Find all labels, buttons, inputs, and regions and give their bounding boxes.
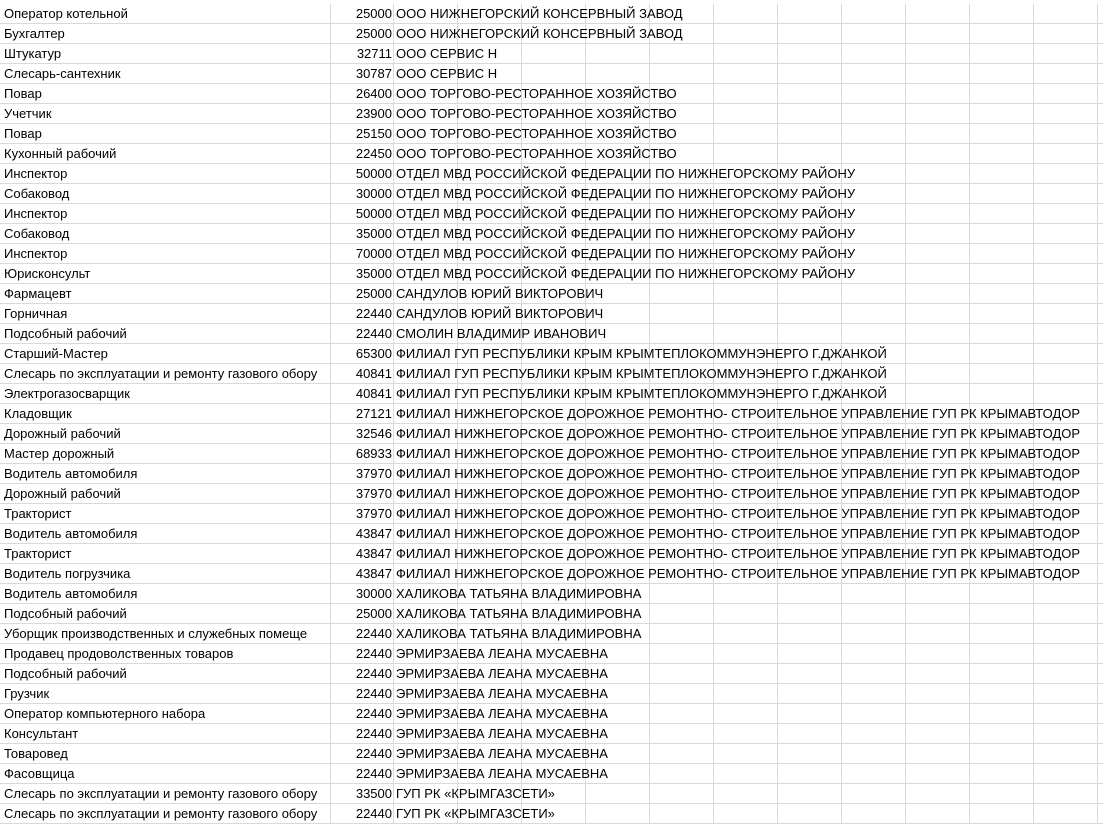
table-row	[0, 464, 1103, 484]
employer-text: ЭРМИРЗАЕВА ЛЕАНА МУСАЕВНА	[396, 646, 608, 661]
position-cell[interactable]: Слесарь по эксплуатации и ремонту газового обору	[0, 804, 331, 824]
employer-text: ОТДЕЛ МВД РОССИЙСКОЙ ФЕДЕРАЦИИ ПО НИЖНЕГОРСКОМУ РАЙОНУ	[396, 166, 856, 181]
employer-text: ХАЛИКОВА ТАТЬЯНА ВЛАДИМИРОВНА	[396, 626, 642, 641]
salary-cell[interactable]: 35000	[331, 224, 394, 244]
salary-cell[interactable]: 35000	[331, 264, 394, 284]
employer-cell[interactable]	[394, 104, 1103, 124]
table-row	[0, 204, 1103, 224]
table-row	[0, 44, 1103, 64]
employer-cell[interactable]	[394, 784, 1103, 804]
salary-cell[interactable]: 30787	[331, 64, 394, 84]
salary-cell[interactable]: 30000	[331, 584, 394, 604]
employer-cell[interactable]	[394, 744, 1103, 764]
employer-cell[interactable]	[394, 364, 1103, 384]
salary-cell[interactable]: 22440	[331, 724, 394, 744]
employer-cell[interactable]	[394, 764, 1103, 784]
employer-text: ГУП РК «КРЫМГАЗСЕТИ»	[396, 786, 555, 801]
position-cell[interactable]: Уборщик производственных и служебных помеще	[0, 624, 331, 644]
employer-cell[interactable]	[394, 424, 1103, 444]
employer-cell[interactable]	[394, 684, 1103, 704]
salary-cell[interactable]: 25000	[331, 284, 394, 304]
position-cell[interactable]: Слесарь по эксплуатации и ремонту газового обору	[0, 784, 331, 804]
employer-cell[interactable]	[394, 224, 1103, 244]
spreadsheet-grid	[0, 4, 1103, 824]
employer-text: ОТДЕЛ МВД РОССИЙСКОЙ ФЕДЕРАЦИИ ПО НИЖНЕГОРСКОМУ РАЙОНУ	[396, 266, 856, 281]
employer-text: САНДУЛОВ ЮРИЙ ВИКТОРОВИЧ	[396, 286, 604, 301]
employer-text: ОТДЕЛ МВД РОССИЙСКОЙ ФЕДЕРАЦИИ ПО НИЖНЕГОРСКОМУ РАЙОНУ	[396, 226, 856, 241]
table-row	[0, 664, 1103, 684]
salary-cell[interactable]: 22440	[331, 644, 394, 664]
position-cell[interactable]: Повар	[0, 84, 331, 104]
table-row	[0, 384, 1103, 404]
salary-cell[interactable]: 33500	[331, 784, 394, 804]
employer-cell[interactable]	[394, 504, 1103, 524]
employer-text: ФИЛИАЛ НИЖНЕГОРСКОЕ ДОРОЖНОЕ РЕМОНТНО- СТРОИТЕЛЬНОЕ УПРАВЛЕНИЕ ГУП РК КРЫМАВТОДОР	[396, 406, 1081, 421]
position-cell[interactable]: Инспектор	[0, 204, 331, 224]
table-row	[0, 184, 1103, 204]
table-row	[0, 644, 1103, 664]
position-cell[interactable]: Горничная	[0, 304, 331, 324]
salary-cell[interactable]: 25000	[331, 24, 394, 44]
employer-text: ФИЛИАЛ ГУП РЕСПУБЛИКИ КРЫМ КРЫМТЕПЛОКОММУНЭНЕРГО Г.ДЖАНКОЙ	[396, 386, 887, 401]
salary-cell[interactable]: 32711	[331, 44, 394, 64]
position-cell[interactable]: Дорожный рабочий	[0, 424, 331, 444]
employer-cell[interactable]	[394, 404, 1103, 424]
salary-cell[interactable]: 43847	[331, 524, 394, 544]
salary-cell[interactable]: 25000	[331, 4, 394, 24]
salary-cell[interactable]: 22440	[331, 804, 394, 824]
employer-cell[interactable]	[394, 644, 1103, 664]
employer-cell[interactable]	[394, 704, 1103, 724]
salary-cell[interactable]: 40841	[331, 364, 394, 384]
table-row	[0, 544, 1103, 564]
employer-cell[interactable]	[394, 304, 1103, 324]
table-row	[0, 104, 1103, 124]
employer-cell[interactable]	[394, 344, 1103, 364]
position-cell[interactable]: Грузчик	[0, 684, 331, 704]
salary-cell[interactable]: 22440	[331, 664, 394, 684]
salary-cell[interactable]: 43847	[331, 564, 394, 584]
position-cell[interactable]: Собаковод	[0, 224, 331, 244]
position-cell[interactable]: Мастер дорожный	[0, 444, 331, 464]
table-row	[0, 304, 1103, 324]
employer-cell[interactable]	[394, 804, 1103, 824]
position-cell[interactable]: Подсобный рабочий	[0, 604, 331, 624]
table-row	[0, 524, 1103, 544]
salary-cell[interactable]: 22440	[331, 764, 394, 784]
employer-text: ФИЛИАЛ НИЖНЕГОРСКОЕ ДОРОЖНОЕ РЕМОНТНО- СТРОИТЕЛЬНОЕ УПРАВЛЕНИЕ ГУП РК КРЫМАВТОДОР	[396, 426, 1081, 441]
employer-text: ООО СЕРВИС Н	[396, 46, 498, 61]
salary-cell[interactable]: 22440	[331, 304, 394, 324]
table-row	[0, 164, 1103, 184]
position-cell[interactable]: Водитель автомобиля	[0, 464, 331, 484]
position-cell[interactable]: Фасовщица	[0, 764, 331, 784]
table-row	[0, 404, 1103, 424]
salary-cell[interactable]: 25150	[331, 124, 394, 144]
salary-cell[interactable]: 43847	[331, 544, 394, 564]
employer-cell[interactable]	[394, 584, 1103, 604]
employer-text: ЭРМИРЗАЕВА ЛЕАНА МУСАЕВНА	[396, 766, 608, 781]
position-cell[interactable]: Собаковод	[0, 184, 331, 204]
position-cell[interactable]: Фармацевт	[0, 284, 331, 304]
salary-cell[interactable]: 22440	[331, 624, 394, 644]
table-row	[0, 144, 1103, 164]
table-row	[0, 324, 1103, 344]
employer-text: ОТДЕЛ МВД РОССИЙСКОЙ ФЕДЕРАЦИИ ПО НИЖНЕГОРСКОМУ РАЙОНУ	[396, 206, 856, 221]
salary-cell[interactable]: 37970	[331, 504, 394, 524]
table-row	[0, 564, 1103, 584]
table-row	[0, 504, 1103, 524]
table-row	[0, 4, 1103, 24]
position-cell[interactable]: Подсобный рабочий	[0, 324, 331, 344]
salary-cell[interactable]: 22440	[331, 684, 394, 704]
salary-cell[interactable]: 22440	[331, 744, 394, 764]
position-cell[interactable]: Водитель погрузчика	[0, 564, 331, 584]
employer-text: ЭРМИРЗАЕВА ЛЕАНА МУСАЕВНА	[396, 686, 608, 701]
employer-text: ФИЛИАЛ НИЖНЕГОРСКОЕ ДОРОЖНОЕ РЕМОНТНО- СТРОИТЕЛЬНОЕ УПРАВЛЕНИЕ ГУП РК КРЫМАВТОДОР	[396, 566, 1081, 581]
employer-text: ООО НИЖНЕГОРСКИЙ КОНСЕРВНЫЙ ЗАВОД	[396, 26, 683, 41]
employer-cell[interactable]	[394, 284, 1103, 304]
salary-cell[interactable]: 22440	[331, 704, 394, 724]
employer-cell[interactable]	[394, 464, 1103, 484]
table-row	[0, 364, 1103, 384]
employer-text: ЭРМИРЗАЕВА ЛЕАНА МУСАЕВНА	[396, 666, 608, 681]
position-cell[interactable]: Повар	[0, 124, 331, 144]
employer-cell[interactable]	[394, 524, 1103, 544]
employer-text: ООО ТОРГОВО-РЕСТОРАННОЕ ХОЗЯЙСТВО	[396, 146, 677, 161]
position-cell[interactable]: Водитель автомобиля	[0, 524, 331, 544]
employer-cell[interactable]	[394, 184, 1103, 204]
employer-text: ГУП РК «КРЫМГАЗСЕТИ»	[396, 806, 555, 821]
employer-cell[interactable]	[394, 444, 1103, 464]
employer-cell[interactable]	[394, 384, 1103, 404]
position-cell[interactable]: Электрогазосварщик	[0, 384, 331, 404]
position-cell[interactable]: Слесарь-сантехник	[0, 64, 331, 84]
table-row	[0, 64, 1103, 84]
employer-cell[interactable]	[394, 24, 1103, 44]
salary-cell[interactable]: 70000	[331, 244, 394, 264]
employer-cell[interactable]	[394, 484, 1103, 504]
salary-cell[interactable]: 30000	[331, 184, 394, 204]
table-row	[0, 124, 1103, 144]
employer-text: ФИЛИАЛ НИЖНЕГОРСКОЕ ДОРОЖНОЕ РЕМОНТНО- СТРОИТЕЛЬНОЕ УПРАВЛЕНИЕ ГУП РК КРЫМАВТОДОР	[396, 506, 1081, 521]
table-row	[0, 624, 1103, 644]
position-cell[interactable]: Инспектор	[0, 244, 331, 264]
position-cell[interactable]: Старший-Мастер	[0, 344, 331, 364]
employer-cell[interactable]	[394, 324, 1103, 344]
employer-text: ЭРМИРЗАЕВА ЛЕАНА МУСАЕВНА	[396, 706, 608, 721]
employer-text: ФИЛИАЛ НИЖНЕГОРСКОЕ ДОРОЖНОЕ РЕМОНТНО- СТРОИТЕЛЬНОЕ УПРАВЛЕНИЕ ГУП РК КРЫМАВТОДОР	[396, 486, 1081, 501]
employer-cell[interactable]	[394, 164, 1103, 184]
employer-cell[interactable]	[394, 264, 1103, 284]
employer-cell[interactable]	[394, 64, 1103, 84]
employer-text: ФИЛИАЛ ГУП РЕСПУБЛИКИ КРЫМ КРЫМТЕПЛОКОММУНЭНЕРГО Г.ДЖАНКОЙ	[396, 346, 887, 361]
table-row	[0, 484, 1103, 504]
employer-text: ХАЛИКОВА ТАТЬЯНА ВЛАДИМИРОВНА	[396, 586, 642, 601]
salary-cell[interactable]: 25000	[331, 604, 394, 624]
table-row	[0, 224, 1103, 244]
table-row	[0, 264, 1103, 284]
employer-cell[interactable]	[394, 664, 1103, 684]
employer-text: ООО ТОРГОВО-РЕСТОРАННОЕ ХОЗЯЙСТВО	[396, 106, 677, 121]
employer-cell[interactable]	[394, 44, 1103, 64]
salary-cell[interactable]: 65300	[331, 344, 394, 364]
salary-cell[interactable]: 68933	[331, 444, 394, 464]
table-row	[0, 24, 1103, 44]
employer-text: ФИЛИАЛ ГУП РЕСПУБЛИКИ КРЫМ КРЫМТЕПЛОКОММУНЭНЕРГО Г.ДЖАНКОЙ	[396, 366, 887, 381]
table-row	[0, 244, 1103, 264]
salary-cell[interactable]: 50000	[331, 164, 394, 184]
table-row	[0, 784, 1103, 804]
employer-cell[interactable]	[394, 564, 1103, 584]
salary-cell[interactable]: 22440	[331, 324, 394, 344]
table-row	[0, 444, 1103, 464]
table-row	[0, 344, 1103, 364]
employer-text: ООО СЕРВИС Н	[396, 66, 498, 81]
position-cell[interactable]: Слесарь по эксплуатации и ремонту газового обору	[0, 364, 331, 384]
position-cell[interactable]: Консультант	[0, 724, 331, 744]
employer-text: ФИЛИАЛ НИЖНЕГОРСКОЕ ДОРОЖНОЕ РЕМОНТНО- СТРОИТЕЛЬНОЕ УПРАВЛЕНИЕ ГУП РК КРЫМАВТОДОР	[396, 446, 1081, 461]
position-cell[interactable]: Инспектор	[0, 164, 331, 184]
table-row	[0, 284, 1103, 304]
salary-cell[interactable]: 40841	[331, 384, 394, 404]
employer-cell[interactable]	[394, 4, 1103, 24]
employer-cell[interactable]	[394, 724, 1103, 744]
employer-cell[interactable]	[394, 604, 1103, 624]
position-cell[interactable]: Товаровед	[0, 744, 331, 764]
employer-text: ХАЛИКОВА ТАТЬЯНА ВЛАДИМИРОВНА	[396, 606, 642, 621]
position-cell[interactable]: Оператор компьютерного набора	[0, 704, 331, 724]
position-cell[interactable]: Штукатур	[0, 44, 331, 64]
position-cell[interactable]: Дорожный рабочий	[0, 484, 331, 504]
employer-text: СМОЛИН ВЛАДИМИР ИВАНОВИЧ	[396, 326, 607, 341]
salary-cell[interactable]: 37970	[331, 484, 394, 504]
position-cell[interactable]: Юрисконсульт	[0, 264, 331, 284]
position-cell[interactable]: Тракторист	[0, 504, 331, 524]
position-cell[interactable]: Водитель автомобиля	[0, 584, 331, 604]
employer-text: ЭРМИРЗАЕВА ЛЕАНА МУСАЕВНА	[396, 746, 608, 761]
employer-cell[interactable]	[394, 544, 1103, 564]
employer-text: ФИЛИАЛ НИЖНЕГОРСКОЕ ДОРОЖНОЕ РЕМОНТНО- СТРОИТЕЛЬНОЕ УПРАВЛЕНИЕ ГУП РК КРЫМАВТОДОР	[396, 546, 1081, 561]
position-cell[interactable]: Учетчик	[0, 104, 331, 124]
employer-text: ФИЛИАЛ НИЖНЕГОРСКОЕ ДОРОЖНОЕ РЕМОНТНО- СТРОИТЕЛЬНОЕ УПРАВЛЕНИЕ ГУП РК КРЫМАВТОДОР	[396, 526, 1081, 541]
employer-text: ОТДЕЛ МВД РОССИЙСКОЙ ФЕДЕРАЦИИ ПО НИЖНЕГОРСКОМУ РАЙОНУ	[396, 246, 856, 261]
position-cell[interactable]: Тракторист	[0, 544, 331, 564]
employer-text: ООО НИЖНЕГОРСКИЙ КОНСЕРВНЫЙ ЗАВОД	[396, 6, 683, 21]
employer-cell[interactable]	[394, 204, 1103, 224]
employer-cell[interactable]	[394, 84, 1103, 104]
salary-cell[interactable]: 32546	[331, 424, 394, 444]
employer-text: ФИЛИАЛ НИЖНЕГОРСКОЕ ДОРОЖНОЕ РЕМОНТНО- СТРОИТЕЛЬНОЕ УПРАВЛЕНИЕ ГУП РК КРЫМАВТОДОР	[396, 466, 1081, 481]
position-cell[interactable]: Бухгалтер	[0, 24, 331, 44]
employer-text: ОТДЕЛ МВД РОССИЙСКОЙ ФЕДЕРАЦИИ ПО НИЖНЕГОРСКОМУ РАЙОНУ	[396, 186, 856, 201]
employer-cell[interactable]	[394, 124, 1103, 144]
table-row	[0, 604, 1103, 624]
table-row	[0, 764, 1103, 784]
employer-text: САНДУЛОВ ЮРИЙ ВИКТОРОВИЧ	[396, 306, 604, 321]
employer-text: ООО ТОРГОВО-РЕСТОРАННОЕ ХОЗЯЙСТВО	[396, 86, 677, 101]
salary-cell[interactable]: 22450	[331, 144, 394, 164]
salary-cell[interactable]: 37970	[331, 464, 394, 484]
position-cell[interactable]: Оператор котельной	[0, 4, 331, 24]
position-cell[interactable]: Кладовщик	[0, 404, 331, 424]
employer-text: ЭРМИРЗАЕВА ЛЕАНА МУСАЕВНА	[396, 726, 608, 741]
employer-text: ООО ТОРГОВО-РЕСТОРАННОЕ ХОЗЯЙСТВО	[396, 126, 677, 141]
table-row	[0, 424, 1103, 444]
table-row	[0, 804, 1103, 824]
salary-cell[interactable]: 27121	[331, 404, 394, 424]
employer-cell[interactable]	[394, 244, 1103, 264]
table-row	[0, 584, 1103, 604]
salary-cell[interactable]: 50000	[331, 204, 394, 224]
position-cell[interactable]: Кухонный рабочий	[0, 144, 331, 164]
position-cell[interactable]: Подсобный рабочий	[0, 664, 331, 684]
table-row	[0, 724, 1103, 744]
table-row	[0, 684, 1103, 704]
table-row	[0, 704, 1103, 724]
table-row	[0, 744, 1103, 764]
position-cell[interactable]: Продавец продоволственных товаров	[0, 644, 331, 664]
table-row	[0, 84, 1103, 104]
employer-cell[interactable]	[394, 144, 1103, 164]
salary-cell[interactable]: 26400	[331, 84, 394, 104]
employer-cell[interactable]	[394, 624, 1103, 644]
salary-cell[interactable]: 23900	[331, 104, 394, 124]
